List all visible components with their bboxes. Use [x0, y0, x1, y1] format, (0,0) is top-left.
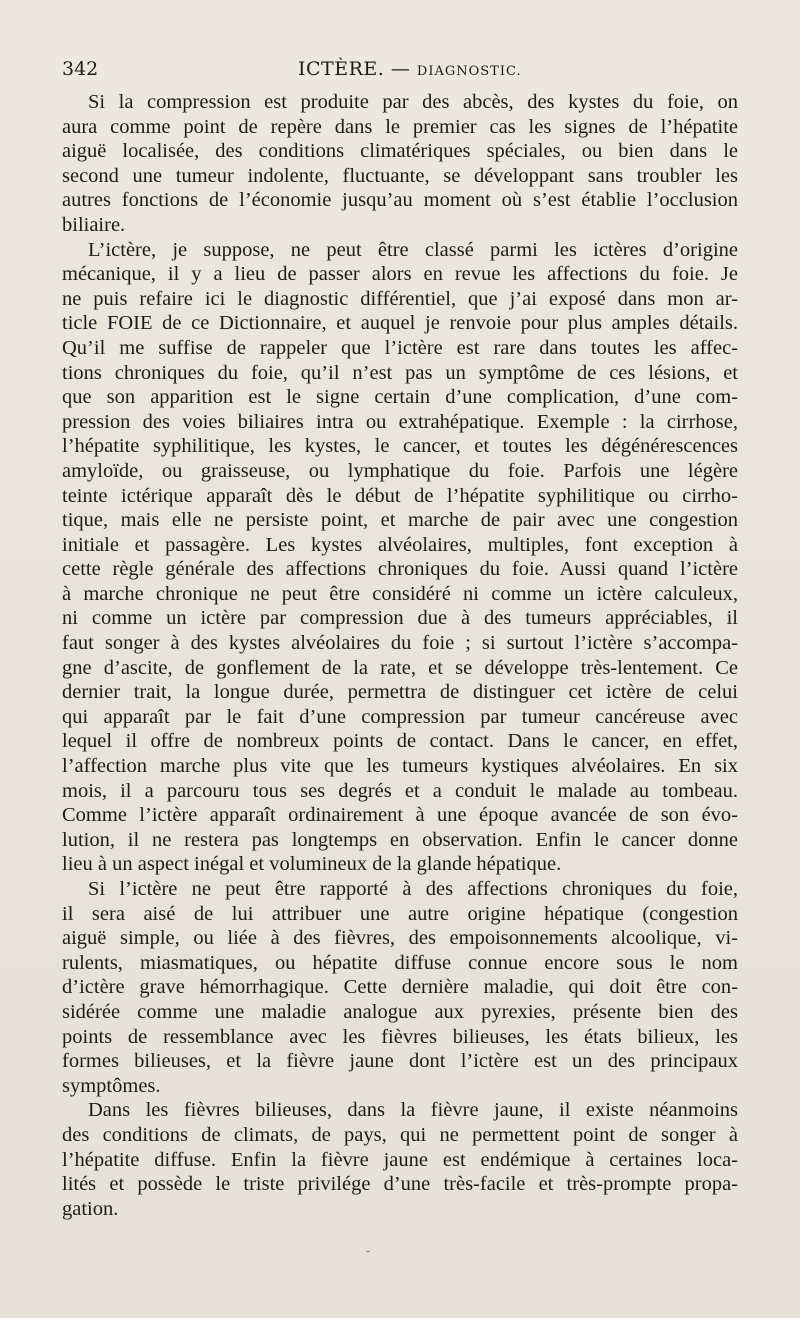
body-text: [62, 90, 738, 1221]
text-line: tique, mais elle ne persiste point, et marche de pair avec une congestion: [62, 509, 738, 532]
text-line: autres fonctions de l’économie jusqu’au moment où s’est établie l’occlusion: [62, 189, 738, 212]
text-line: Comme l’ictère apparaît ordinairement à une époque avancée de son évo-: [62, 804, 738, 827]
text-line: d’ictère grave hémorrhagique. Cette dernière maladie, qui doit être con-: [62, 976, 738, 999]
text-line: second une tumeur indolente, fluctuante, se développant sans troubler les: [62, 164, 738, 187]
paragraph: [62, 1098, 738, 1221]
text-line: ticle FOIE de ce Dictionnaire, et auquel je renvoie pour plus amples détails.: [62, 312, 738, 335]
text-line: aiguë localisée, des conditions climatériques spéciales, ou bien dans le: [62, 140, 738, 163]
text-line: ne puis refaire ici le diagnostic différentiel, que j’ai exposé dans mon ar-: [62, 287, 738, 310]
text-line: Si l’ictère ne peut être rapporté à des affections chroniques du foie,: [88, 878, 738, 900]
text-line: rulents, miasmatiques, ou hépatite diffuse connue encore sous le nom: [62, 951, 738, 974]
text-line: dernier trait, la longue durée, permettra de distinguer cet ictère de celui: [62, 681, 738, 704]
text-line: gation.: [62, 1197, 119, 1220]
text-line: Qu’il me suffise de rappeler que l’ictère est rare dans toutes les affec-: [62, 336, 738, 359]
text-line: symptômes.: [62, 1074, 161, 1097]
text-line: il sera aisé de lui attribuer une autre origine hépatique (congestion: [62, 902, 738, 925]
text-line: sidérée comme une maladie analogue aux pyrexies, présente bien des: [62, 1000, 738, 1023]
paragraph: [62, 90, 738, 238]
text-line: l’hépatite syphilitique, les kystes, le cancer, et toutes les dégénérescences: [62, 435, 738, 458]
text-line: points de ressemblance avec les fièvres bilieuses, les états bilieux, les: [62, 1025, 738, 1048]
footer-mark: -: [366, 1244, 371, 1258]
text-line: mois, il a parcouru tous ses degrés et a conduit le malade au tombeau.: [62, 779, 738, 802]
text-line: lités et possède le triste privilége d’une très-facile et très-prompte propa-: [62, 1173, 738, 1196]
running-title: [298, 58, 522, 80]
text-line: aura comme point de repère dans le premier cas les signes de l’hépatite: [62, 115, 738, 138]
text-line: pression des voies biliaires intra ou extrahépatique. Exemple : la cirrhose,: [62, 410, 738, 433]
text-line: formes bilieuses, et la fièvre jaune dont l’ictère est un des principaux: [62, 1050, 738, 1073]
text-line: Dans les fièvres bilieuses, dans la fièvre jaune, il existe néanmoins: [88, 1099, 738, 1122]
text-line: lequel il offre de nombreux points de contact. Dans le cancer, en effet,: [62, 730, 738, 753]
text-line: amyloïde, ou graisseuse, ou lymphatique du foie. Parfois une légère: [62, 459, 738, 482]
text-line: aiguë simple, ou liée à des fièvres, des empoisonnements alcoolique, vi-: [62, 927, 738, 950]
text-line: l’hépatite diffuse. Enfin la fièvre jaune est endémique à certaines loca-: [62, 1148, 738, 1171]
text-line: gne d’ascite, de gonflement de la rate, et se développe très-lentement. Ce: [62, 656, 738, 679]
page-number: 342: [62, 58, 99, 80]
text-line: cette règle générale des affections chroniques du foie. Aussi quand l’ictère: [62, 558, 738, 581]
text-line: tions chroniques du foie, qu’il n’est pas un symptôme de ces lésions, et: [62, 361, 738, 384]
text-line: L’ictère, je suppose, ne peut être classé parmi les ictères d’origine: [88, 238, 738, 261]
text-line: initiale et passagère. Les kystes alvéolaires, multiples, font exception à: [62, 533, 738, 556]
text-line: des conditions de climats, de pays, qui ne permettent point de songer à: [62, 1123, 738, 1146]
text-line: l’affection marche plus vite que les tumeurs kystiques alvéolaires. En six: [62, 755, 738, 778]
text-line: Si la compression est produite par des abcès, des kystes du foie, on: [88, 91, 738, 113]
paragraph: [62, 877, 738, 1098]
header-title: ICTÈRE.: [298, 58, 385, 80]
paragraph: [62, 238, 738, 877]
text-line: à marche chronique ne peut être considéré ni comme un ictère calculeux,: [62, 582, 738, 605]
text-line: que son apparition est le signe certain d’une complication, d’une com-: [62, 386, 738, 409]
header-separator: —: [390, 58, 411, 80]
text-line: faut songer à des kystes alvéolaires du foie ; si surtout l’ictère s’accompa-: [62, 632, 738, 655]
running-header: [62, 58, 738, 84]
text-line: mécanique, il y a lieu de passer alors en revue les affections du foie. Je: [62, 263, 738, 286]
text-line: lieu à un aspect inégal et volumineux de la glande hépatique.: [62, 853, 562, 876]
text-line: qui apparaît par le fait d’une compression par tumeur cancéreuse avec: [62, 705, 738, 728]
text-line: biliaire.: [62, 213, 126, 236]
text-line: lution, il ne restera pas longtemps en observation. Enfin le cancer donne: [62, 828, 738, 851]
text-line: ni comme un ictère par compression due à des tumeurs appréciables, il: [62, 607, 738, 630]
text-line: teinte ictérique apparaît dès le début de l’hépatite syphilitique ou cirrho-: [62, 484, 738, 507]
header-subtitle: DIAGNOSTIC.: [416, 64, 522, 79]
